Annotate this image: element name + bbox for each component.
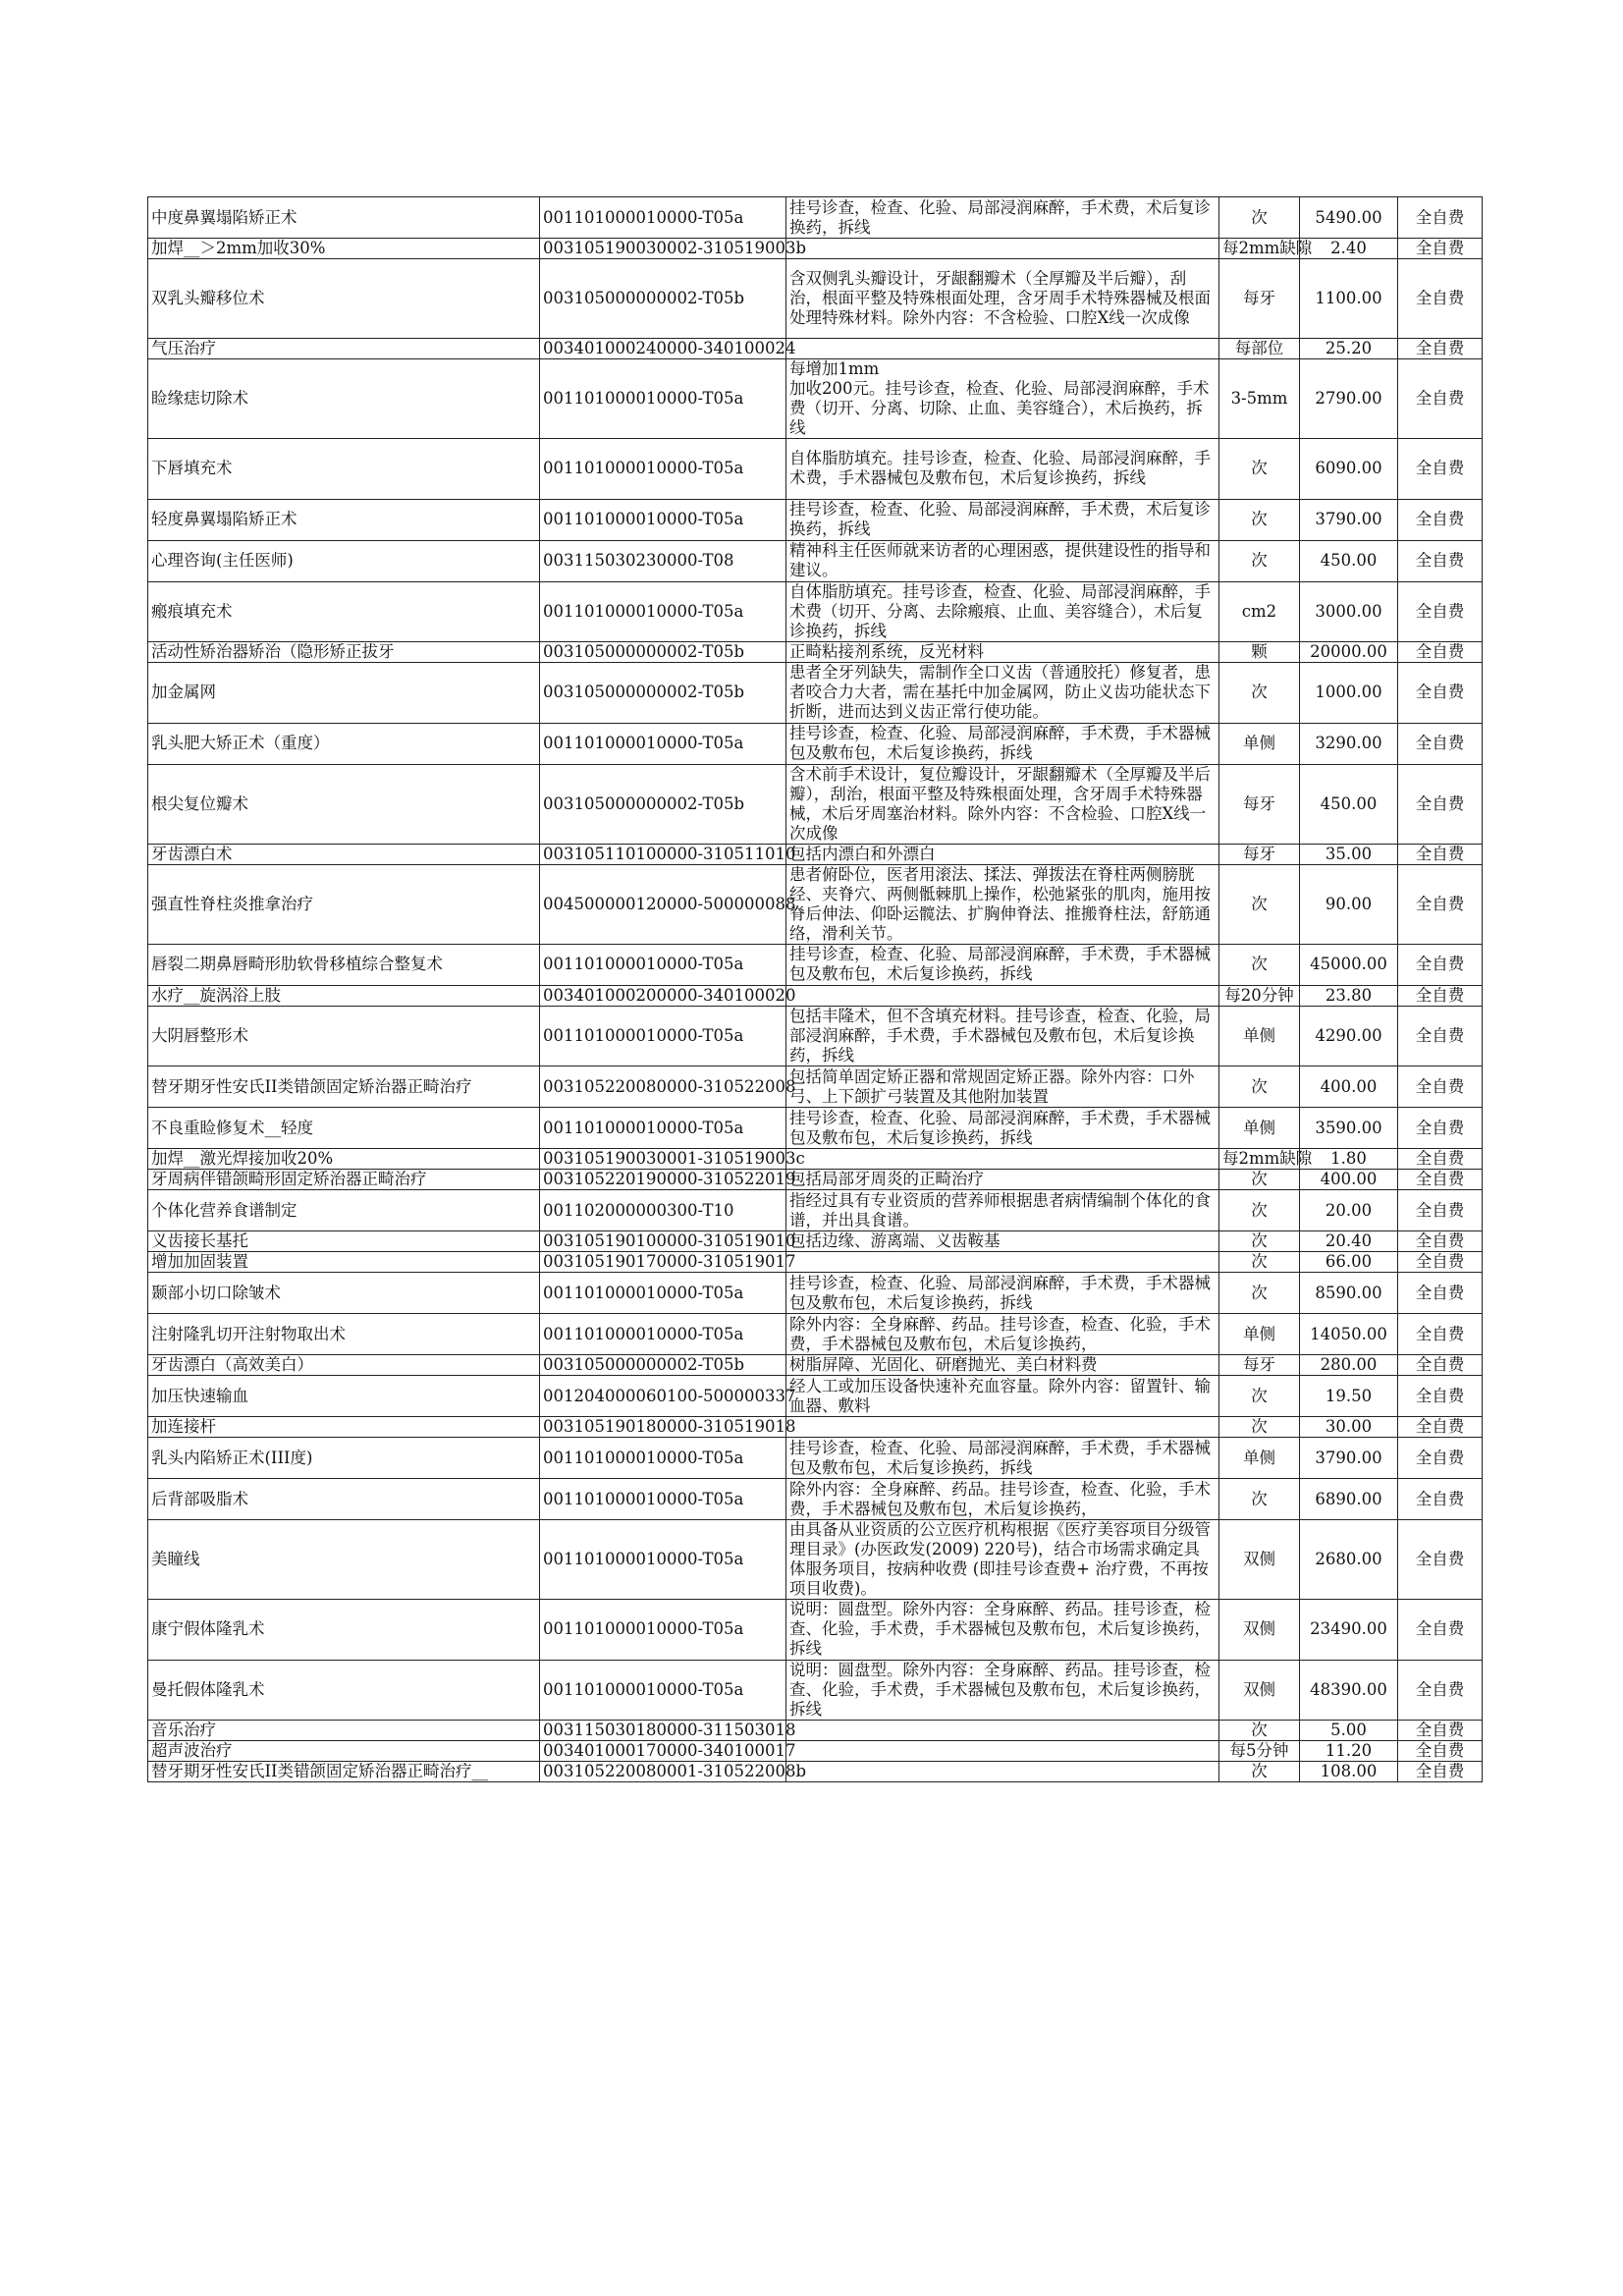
item-name: 美瞳线 <box>148 1520 540 1600</box>
item-price: 25.20 <box>1300 339 1398 359</box>
item-name: 曼托假体隆乳术 <box>148 1660 540 1721</box>
item-description: 说明：圆盘型。除外内容：全身麻醉、药品。挂号诊查，检查、化验，手术费，手术器械包及敷布包，术后复诊换药，拆线 <box>786 1600 1219 1661</box>
item-category: 全自费 <box>1398 1006 1483 1066</box>
item-price: 45000.00 <box>1300 944 1398 985</box>
item-category: 全自费 <box>1398 864 1483 944</box>
item-description: 挂号诊查，检查、化验、局部浸润麻醉，手术费，手术器械包及敷布包，术后复诊换药，拆线 <box>786 1438 1219 1479</box>
item-name: 不良重睑修复术__轻度 <box>148 1108 540 1149</box>
item-unit: 单侧 <box>1219 1108 1300 1149</box>
item-description: 说明：圆盘型。除外内容：全身麻醉、药品。挂号诊查，检查、化验，手术费，手术器械包及敷布包，术后复诊换药，拆线 <box>786 1660 1219 1721</box>
item-unit: 次 <box>1219 1252 1300 1273</box>
item-name: 超声波治疗 <box>148 1741 540 1762</box>
item-description: 包括局部牙周炎的正畸治疗 <box>786 1170 1219 1190</box>
item-description: 由具备从业资质的公立医疗机构根据《医疗美容项目分级管理目录》(办医政发(2009) 220号)，结合市场需求确定具体服务项目，按病种收费 (即挂号诊查费+ 治疗费，不再按项目收费)。 <box>786 1520 1219 1600</box>
item-unit: 次 <box>1219 1762 1300 1782</box>
item-unit: 3-5mm <box>1219 359 1300 439</box>
item-description <box>786 1417 1219 1438</box>
item-unit: 单侧 <box>1219 1438 1300 1479</box>
item-category: 全自费 <box>1398 1479 1483 1520</box>
item-description: 精神科主任医师就来访者的心理困惑，提供建设性的指导和建议。 <box>786 540 1219 581</box>
item-unit: 双侧 <box>1219 1660 1300 1721</box>
fee-table-body <box>148 197 1483 1782</box>
item-category: 全自费 <box>1398 359 1483 439</box>
item-code: 001101000010000-T05a <box>540 197 786 239</box>
item-price: 20000.00 <box>1300 642 1398 663</box>
item-price: 450.00 <box>1300 540 1398 581</box>
item-description: 除外内容：全身麻醉、药品。挂号诊查，检查、化验，手术费，手术器械包及敷布包，术后复诊换药， <box>786 1479 1219 1520</box>
item-name: 乳头肥大矫正术（重度） <box>148 723 540 764</box>
item-code: 001101000010000-T05a <box>540 944 786 985</box>
item-unit: 次 <box>1219 1417 1300 1438</box>
item-code: 003105000000002-T05b <box>540 764 786 844</box>
item-description: 挂号诊查，检查、化验、局部浸润麻醉，手术费，手术器械包及敷布包，术后复诊换药，拆线 <box>786 1273 1219 1314</box>
table-row <box>148 844 1483 864</box>
item-code: 003105190170000-310519017 <box>540 1252 786 1273</box>
item-price: 108.00 <box>1300 1762 1398 1782</box>
item-category: 全自费 <box>1398 499 1483 540</box>
item-price: 3790.00 <box>1300 1438 1398 1479</box>
item-name: 强直性脊柱炎推拿治疗 <box>148 864 540 944</box>
table-row <box>148 1438 1483 1479</box>
item-price: 35.00 <box>1300 844 1398 864</box>
item-description: 除外内容：全身麻醉、药品。挂号诊查，检查、化验，手术费，手术器械包及敷布包，术后复诊换药， <box>786 1314 1219 1355</box>
item-price: 30.00 <box>1300 1417 1398 1438</box>
item-description: 正畸粘接剂系统，反光材料 <box>786 642 1219 663</box>
item-name: 后背部吸脂术 <box>148 1479 540 1520</box>
item-name: 活动性矫治器矫治（隐形矫正拔牙 <box>148 642 540 663</box>
table-row <box>148 339 1483 359</box>
table-row <box>148 642 1483 663</box>
item-name: 替牙期牙性安氏II类错颌固定矫治器正畸治疗 <box>148 1066 540 1108</box>
table-row <box>148 540 1483 581</box>
item-price: 5.00 <box>1300 1721 1398 1741</box>
item-code: 003115030230000-T08 <box>540 540 786 581</box>
item-code: 003105000000002-T05b <box>540 1355 786 1376</box>
item-name: 加压快速输血 <box>148 1376 540 1417</box>
item-code: 001101000010000-T05a <box>540 1314 786 1355</box>
item-code: 001101000010000-T05a <box>540 439 786 500</box>
item-description: 挂号诊查，检查、化验、局部浸润麻醉，手术费，手术器械包及敷布包，术后复诊换药，拆线 <box>786 1108 1219 1149</box>
item-name: 牙齿漂白（高效美白） <box>148 1355 540 1376</box>
item-code: 001102000000300-T10 <box>540 1190 786 1231</box>
table-row <box>148 1108 1483 1149</box>
item-price: 3590.00 <box>1300 1108 1398 1149</box>
item-unit: 次 <box>1219 540 1300 581</box>
item-price: 90.00 <box>1300 864 1398 944</box>
item-category: 全自费 <box>1398 1273 1483 1314</box>
item-unit: 次 <box>1219 499 1300 540</box>
item-price: 400.00 <box>1300 1066 1398 1108</box>
item-code: 001101000010000-T05a <box>540 1520 786 1600</box>
item-category: 全自费 <box>1398 764 1483 844</box>
item-price: 1100.00 <box>1300 259 1398 339</box>
item-description <box>786 1149 1219 1170</box>
table-row <box>148 864 1483 944</box>
table-row <box>148 1417 1483 1438</box>
table-row <box>148 499 1483 540</box>
item-price: 280.00 <box>1300 1355 1398 1376</box>
item-description: 含双侧乳头瓣设计，牙龈翻瓣术（全厚瓣及半后瓣），刮治，根面平整及特殊根面处理，含牙周手术特殊器械及根面处理特殊材料。除外内容：不含检验、口腔X线一次成像 <box>786 259 1219 339</box>
item-description <box>786 1741 1219 1762</box>
item-category: 全自费 <box>1398 1066 1483 1108</box>
item-code: 003401000200000-340100020 <box>540 985 786 1006</box>
item-category: 全自费 <box>1398 1252 1483 1273</box>
table-row <box>148 1520 1483 1600</box>
item-description: 挂号诊查，检查、化验、局部浸润麻醉，手术费，手术器械包及敷布包，术后复诊换药，拆线 <box>786 723 1219 764</box>
table-row <box>148 1190 1483 1231</box>
table-row <box>148 1355 1483 1376</box>
item-unit: 颗 <box>1219 642 1300 663</box>
table-row <box>148 1314 1483 1355</box>
item-unit: 次 <box>1219 864 1300 944</box>
item-name: 唇裂二期鼻唇畸形肋软骨移植综合整复术 <box>148 944 540 985</box>
item-unit: 每20分钟 <box>1219 985 1300 1006</box>
item-unit: 每牙 <box>1219 1355 1300 1376</box>
item-unit: 单侧 <box>1219 723 1300 764</box>
item-price: 66.00 <box>1300 1252 1398 1273</box>
item-name: 加金属网 <box>148 663 540 724</box>
item-description: 包括内漂白和外漂白 <box>786 844 1219 864</box>
item-unit: cm2 <box>1219 581 1300 642</box>
item-name: 牙齿漂白术 <box>148 844 540 864</box>
item-name: 增加加固装置 <box>148 1252 540 1273</box>
table-row <box>148 1479 1483 1520</box>
item-name: 加连接杆 <box>148 1417 540 1438</box>
item-code: 003105190180000-310519018 <box>540 1417 786 1438</box>
item-category: 全自费 <box>1398 1149 1483 1170</box>
item-description: 患者俯卧位，医者用滚法、揉法、弹拨法在脊柱两侧膀胱经、夹脊穴、两侧骶棘肌上操作，松弛紧张的肌肉，施用按脊后伸法、仰卧运髋法、扩胸伸脊法、推搬脊柱法，舒筋通络，滑利关节。 <box>786 864 1219 944</box>
item-category: 全自费 <box>1398 540 1483 581</box>
item-description <box>786 339 1219 359</box>
item-code: 001101000010000-T05a <box>540 1600 786 1661</box>
item-code: 001101000010000-T05a <box>540 1660 786 1721</box>
item-unit: 次 <box>1219 1066 1300 1108</box>
item-price: 6890.00 <box>1300 1479 1398 1520</box>
item-description: 自体脂肪填充。挂号诊查，检查、化验、局部浸润麻醉，手术费（切开、分离、去除瘢痕、止血、美容缝合），术后复诊换药，拆线 <box>786 581 1219 642</box>
item-code: 003105220080000-310522008 <box>540 1066 786 1108</box>
item-unit: 次 <box>1219 1376 1300 1417</box>
item-name: 水疗__旋涡浴上肢 <box>148 985 540 1006</box>
item-code: 001204000060100-500000337 <box>540 1376 786 1417</box>
item-code: 003105220080001-310522008b <box>540 1762 786 1782</box>
item-code: 001101000010000-T05a <box>540 1273 786 1314</box>
item-unit: 每5分钟 <box>1219 1741 1300 1762</box>
item-description: 包括边缘、游离端、义齿鞍基 <box>786 1231 1219 1252</box>
item-name: 大阴唇整形术 <box>148 1006 540 1066</box>
item-unit: 双侧 <box>1219 1600 1300 1661</box>
table-row <box>148 239 1483 259</box>
item-code: 003105190100000-310519010 <box>540 1231 786 1252</box>
table-row <box>148 1170 1483 1190</box>
item-price: 19.50 <box>1300 1376 1398 1417</box>
item-category: 全自费 <box>1398 259 1483 339</box>
item-category: 全自费 <box>1398 985 1483 1006</box>
table-row <box>148 259 1483 339</box>
item-category: 全自费 <box>1398 1660 1483 1721</box>
table-row <box>148 663 1483 724</box>
item-name: 双乳头瓣移位术 <box>148 259 540 339</box>
table-row <box>148 1741 1483 1762</box>
item-code: 001101000010000-T05a <box>540 359 786 439</box>
item-name: 注射隆乳切开注射物取出术 <box>148 1314 540 1355</box>
item-name: 替牙期牙性安氏II类错颌固定矫治器正畸治疗__ <box>148 1762 540 1782</box>
item-description: 包括简单固定矫正器和常规固定矫正器。除外内容：口外弓、上下颌扩弓装置及其他附加装置 <box>786 1066 1219 1108</box>
item-name: 康宁假体隆乳术 <box>148 1600 540 1661</box>
item-unit: 次 <box>1219 944 1300 985</box>
table-row <box>148 359 1483 439</box>
item-unit: 单侧 <box>1219 1314 1300 1355</box>
item-category: 全自费 <box>1398 723 1483 764</box>
table-row <box>148 1231 1483 1252</box>
table-row <box>148 1273 1483 1314</box>
item-code: 001101000010000-T05a <box>540 499 786 540</box>
item-unit: 次 <box>1219 439 1300 500</box>
item-name: 加焊__激光焊接加收20% <box>148 1149 540 1170</box>
item-code: 001101000010000-T05a <box>540 723 786 764</box>
item-name: 乳头内陷矫正术(III度) <box>148 1438 540 1479</box>
table-row <box>148 1721 1483 1741</box>
item-category: 全自费 <box>1398 642 1483 663</box>
table-row <box>148 581 1483 642</box>
item-name: 个体化营养食谱制定 <box>148 1190 540 1231</box>
item-price: 23.80 <box>1300 985 1398 1006</box>
item-unit: 每牙 <box>1219 259 1300 339</box>
table-row <box>148 723 1483 764</box>
item-code: 003105190030002-310519003b <box>540 239 786 259</box>
item-name: 心理咨询(主任医师) <box>148 540 540 581</box>
item-unit: 每2mm缺隙 <box>1219 1149 1300 1170</box>
table-row <box>148 985 1483 1006</box>
item-category: 全自费 <box>1398 1314 1483 1355</box>
item-name: 颞部小切口除皱术 <box>148 1273 540 1314</box>
item-category: 全自费 <box>1398 197 1483 239</box>
item-unit: 次 <box>1219 1721 1300 1741</box>
item-description: 自体脂肪填充。挂号诊查，检查、化验、局部浸润麻醉，手术费，手术器械包及敷布包，术后复诊换药，拆线 <box>786 439 1219 500</box>
item-unit: 每2mm缺隙 <box>1219 239 1300 259</box>
item-price: 450.00 <box>1300 764 1398 844</box>
item-description <box>786 1762 1219 1782</box>
item-code: 003105190030001-310519003c <box>540 1149 786 1170</box>
item-unit: 次 <box>1219 197 1300 239</box>
item-category: 全自费 <box>1398 581 1483 642</box>
item-name: 下唇填充术 <box>148 439 540 500</box>
item-description: 患者全牙列缺失，需制作全口义齿（普通胶托）修复者，患者咬合力大者，需在基托中加金属网，防止义齿功能状态下折断，进而达到义齿正常行使功能。 <box>786 663 1219 724</box>
item-category: 全自费 <box>1398 1721 1483 1741</box>
item-unit: 双侧 <box>1219 1520 1300 1600</box>
item-code: 003105110100000-310511010 <box>540 844 786 864</box>
item-description: 挂号诊查，检查、化验、局部浸润麻醉，手术费，术后复诊换药，拆线 <box>786 197 1219 239</box>
item-category: 全自费 <box>1398 1741 1483 1762</box>
item-price: 48390.00 <box>1300 1660 1398 1721</box>
item-code: 003105220190000-310522019 <box>540 1170 786 1190</box>
fee-table <box>147 196 1483 1782</box>
item-name: 加焊__＞2mm加收30% <box>148 239 540 259</box>
item-price: 20.00 <box>1300 1190 1398 1231</box>
item-price: 4290.00 <box>1300 1006 1398 1066</box>
item-name: 义齿接长基托 <box>148 1231 540 1252</box>
item-name: 瘢痕填充术 <box>148 581 540 642</box>
item-description: 挂号诊查，检查、化验、局部浸润麻醉，手术费，术后复诊换药，拆线 <box>786 499 1219 540</box>
item-price: 8590.00 <box>1300 1273 1398 1314</box>
item-unit: 次 <box>1219 1190 1300 1231</box>
item-price: 14050.00 <box>1300 1314 1398 1355</box>
item-description <box>786 1721 1219 1741</box>
item-price: 1.80 <box>1300 1149 1398 1170</box>
table-row <box>148 1149 1483 1170</box>
item-category: 全自费 <box>1398 1108 1483 1149</box>
item-category: 全自费 <box>1398 1231 1483 1252</box>
item-category: 全自费 <box>1398 1190 1483 1231</box>
item-code: 004500000120000-500000088 <box>540 864 786 944</box>
item-description: 经人工或加压设备快速补充血容量。除外内容：留置针、输血器、敷料 <box>786 1376 1219 1417</box>
item-unit: 每部位 <box>1219 339 1300 359</box>
item-category: 全自费 <box>1398 1355 1483 1376</box>
item-unit: 次 <box>1219 1170 1300 1190</box>
item-description: 挂号诊查，检查、化验、局部浸润麻醉，手术费，手术器械包及敷布包，术后复诊换药，拆线 <box>786 944 1219 985</box>
item-price: 2.40 <box>1300 239 1398 259</box>
item-category: 全自费 <box>1398 844 1483 864</box>
item-price: 2680.00 <box>1300 1520 1398 1600</box>
item-unit: 每牙 <box>1219 764 1300 844</box>
item-code: 001101000010000-T05a <box>540 1108 786 1149</box>
item-category: 全自费 <box>1398 1600 1483 1661</box>
item-description: 树脂屏障、光固化、研磨抛光、美白材料费 <box>786 1355 1219 1376</box>
item-price: 23490.00 <box>1300 1600 1398 1661</box>
item-category: 全自费 <box>1398 944 1483 985</box>
item-code: 003105000000002-T05b <box>540 259 786 339</box>
item-category: 全自费 <box>1398 1417 1483 1438</box>
item-code: 001101000010000-T05a <box>540 1479 786 1520</box>
item-description: 含术前手术设计，复位瓣设计，牙龈翻瓣术（全厚瓣及半后瓣），刮治，根面平整及特殊根面处理，含牙周手术特殊器械，术后牙周塞治材料。除外内容：不含检验、口腔X线一次成像 <box>786 764 1219 844</box>
table-row <box>148 1252 1483 1273</box>
item-category: 全自费 <box>1398 339 1483 359</box>
item-price: 5490.00 <box>1300 197 1398 239</box>
table-row <box>148 1600 1483 1661</box>
table-row <box>148 944 1483 985</box>
table-row <box>148 1660 1483 1721</box>
item-name: 中度鼻翼塌陷矫正术 <box>148 197 540 239</box>
item-description <box>786 985 1219 1006</box>
item-name: 轻度鼻翼塌陷矫正术 <box>148 499 540 540</box>
item-category: 全自费 <box>1398 1170 1483 1190</box>
table-row <box>148 197 1483 239</box>
item-code: 003401000170000-340100017 <box>540 1741 786 1762</box>
item-unit: 次 <box>1219 1231 1300 1252</box>
item-code: 003115030180000-311503018 <box>540 1721 786 1741</box>
item-name: 音乐治疗 <box>148 1721 540 1741</box>
item-category: 全自费 <box>1398 239 1483 259</box>
item-price: 1000.00 <box>1300 663 1398 724</box>
item-description <box>786 1252 1219 1273</box>
item-price: 400.00 <box>1300 1170 1398 1190</box>
item-category: 全自费 <box>1398 663 1483 724</box>
item-price: 3790.00 <box>1300 499 1398 540</box>
item-price: 3000.00 <box>1300 581 1398 642</box>
item-price: 2790.00 <box>1300 359 1398 439</box>
item-unit: 次 <box>1219 663 1300 724</box>
item-code: 001101000010000-T05a <box>540 1438 786 1479</box>
table-row <box>148 764 1483 844</box>
table-row <box>148 1376 1483 1417</box>
table-row <box>148 1066 1483 1108</box>
item-name: 牙周病伴错颌畸形固定矫治器正畸治疗 <box>148 1170 540 1190</box>
item-code: 001101000010000-T05a <box>540 581 786 642</box>
table-row <box>148 439 1483 500</box>
item-price: 20.40 <box>1300 1231 1398 1252</box>
item-category: 全自费 <box>1398 1376 1483 1417</box>
item-name: 气压治疗 <box>148 339 540 359</box>
item-category: 全自费 <box>1398 439 1483 500</box>
item-unit: 次 <box>1219 1479 1300 1520</box>
item-category: 全自费 <box>1398 1438 1483 1479</box>
item-code: 001101000010000-T05a <box>540 1006 786 1066</box>
item-unit: 每牙 <box>1219 844 1300 864</box>
item-name: 根尖复位瓣术 <box>148 764 540 844</box>
item-code: 003105000000002-T05b <box>540 642 786 663</box>
table-row <box>148 1006 1483 1066</box>
fee-schedule-sheet <box>147 196 1482 1782</box>
item-description: 包括丰隆术，但不含填充材料。挂号诊查，检查、化验，局部浸润麻醉，手术费，手术器械包及敷布包，术后复诊换药，拆线 <box>786 1006 1219 1066</box>
item-unit: 次 <box>1219 1273 1300 1314</box>
item-category: 全自费 <box>1398 1520 1483 1600</box>
item-code: 003105000000002-T05b <box>540 663 786 724</box>
item-description: 每增加1mm 加收200元。挂号诊查，检查、化验、局部浸润麻醉，手术费（切开、分离、切除、止血、美容缝合），术后换药，拆线 <box>786 359 1219 439</box>
item-price: 6090.00 <box>1300 439 1398 500</box>
item-category: 全自费 <box>1398 1762 1483 1782</box>
table-row <box>148 1762 1483 1782</box>
item-unit: 单侧 <box>1219 1006 1300 1066</box>
item-description <box>786 239 1219 259</box>
item-price: 3290.00 <box>1300 723 1398 764</box>
item-description: 指经过具有专业资质的营养师根据患者病情编制个体化的食谱，并出具食谱。 <box>786 1190 1219 1231</box>
item-name: 睑缘痣切除术 <box>148 359 540 439</box>
item-price: 11.20 <box>1300 1741 1398 1762</box>
item-code: 003401000240000-340100024 <box>540 339 786 359</box>
